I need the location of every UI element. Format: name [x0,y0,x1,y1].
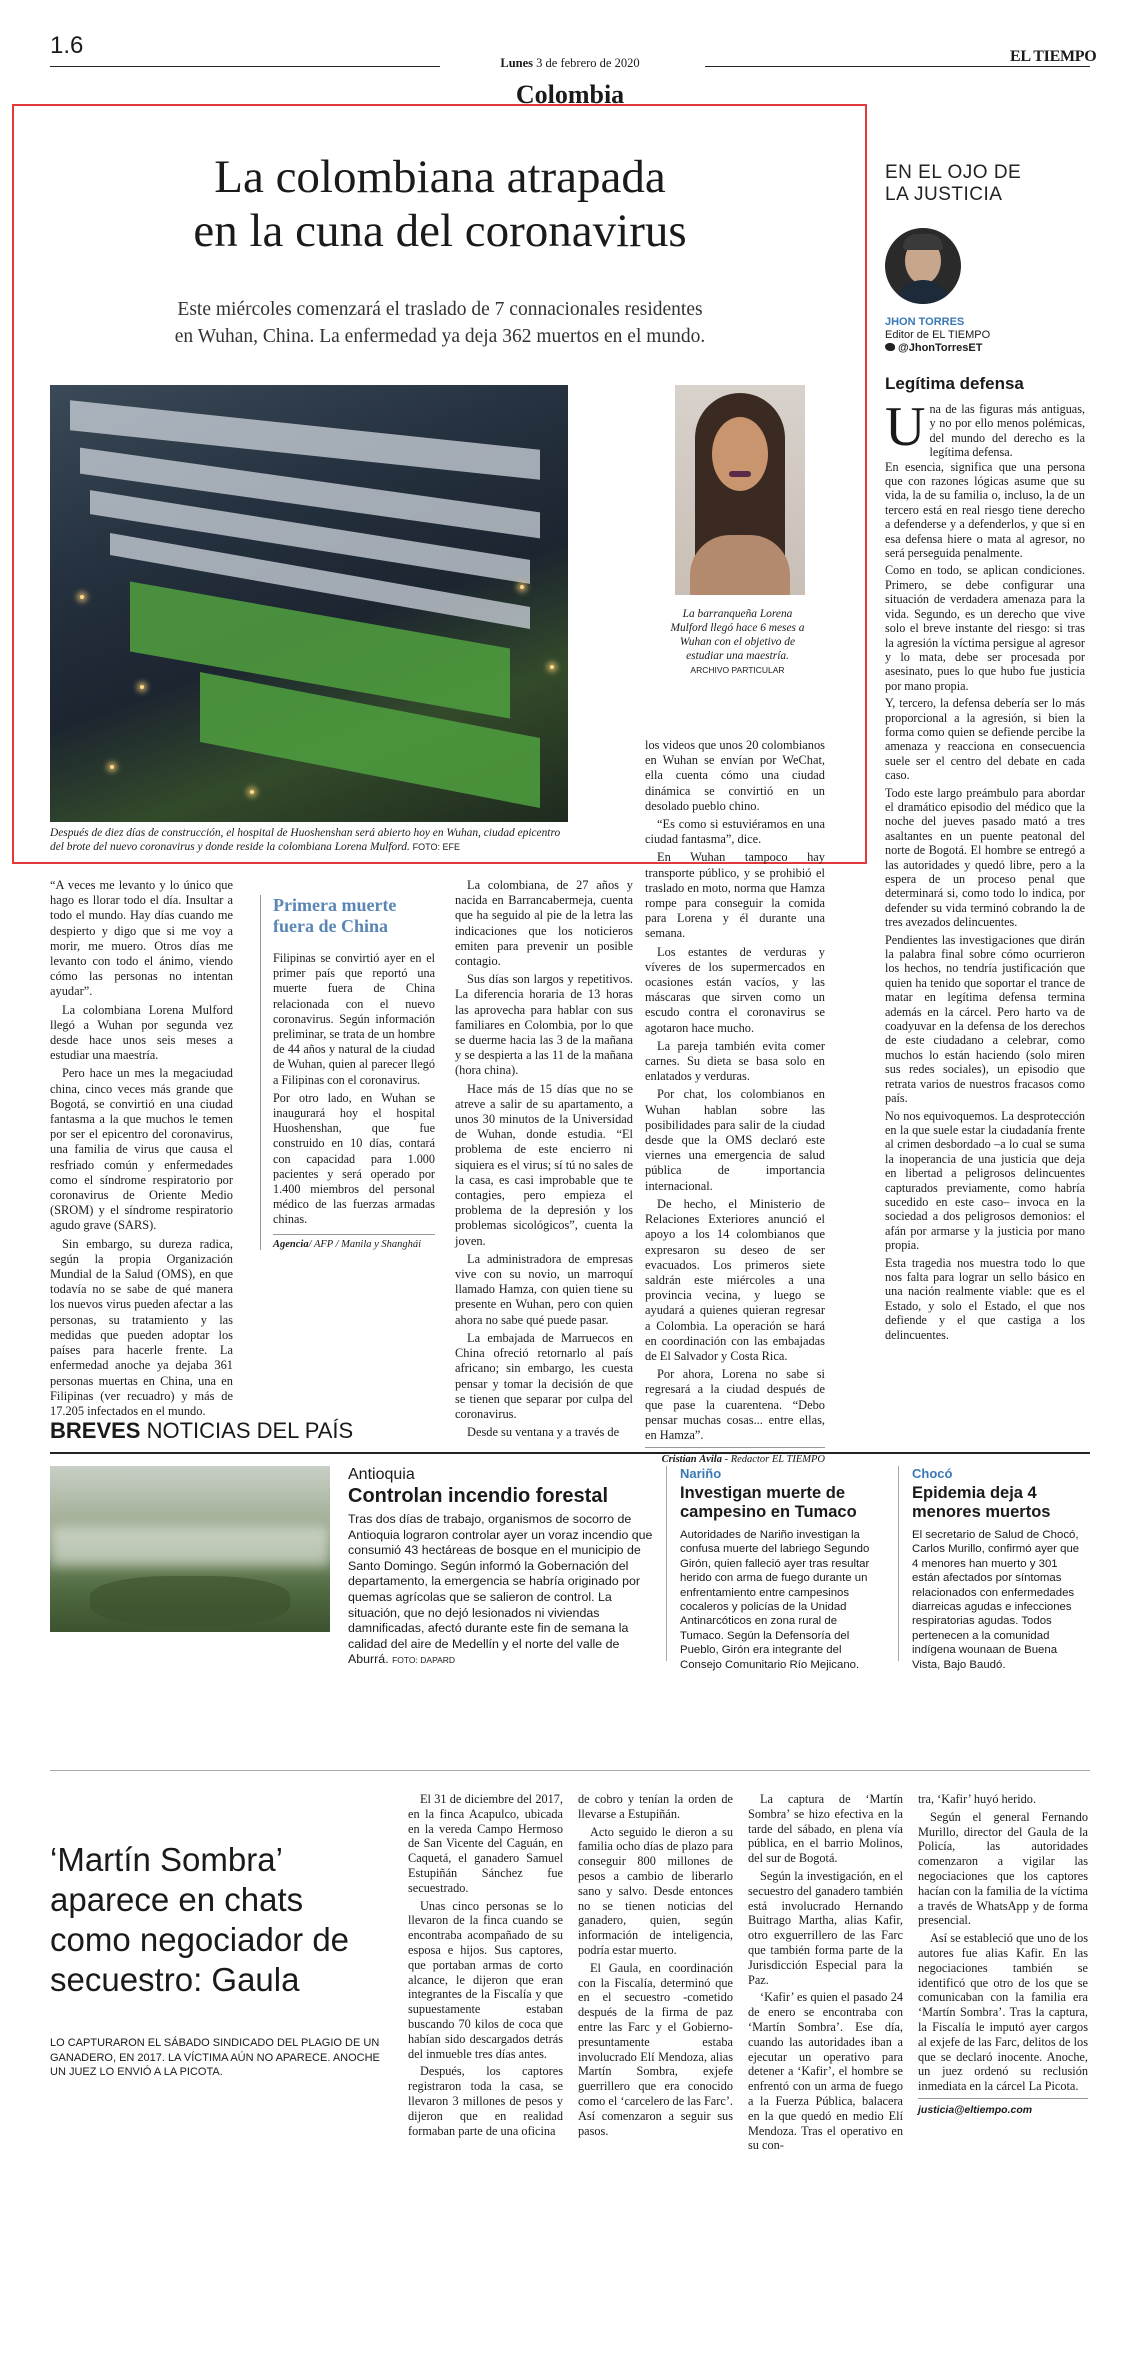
article-col-4 [645,738,825,1467]
sombra-para: El 31 de diciembre del 2017, en la finca Acapulco, ubicada en la vereda Campo Hermoso de San Vicente del Caguán, en Caquetá, el ganadero Samuel Estupiñán Sánchez fue secuestrado. [408,1792,563,1895]
sombra-para: Según el general Fernando Murillo, director del Gaula de la Policía, las autoridades comenzaron a vigilar las negociaciones que los captores hacían con la familia de la víctima a través de WhatsApp y de forma presencial. [918,1809,1088,1928]
lorena-portrait [675,385,805,595]
section-title: Colombia [515,80,625,109]
brief-2-region: Nariño [680,1466,722,1481]
author-role: Editor de EL TIEMPO [885,329,991,341]
sombra-para: Acto seguido le dieron a su familia ocho días de plazo para conseguir 800 millones de pesos a cambio de liberarlo sano y salvo. Desde entonces no se tienen noticias del ganadero, quien, según información de inteligencia, podría estar muerto. [578,1824,733,1957]
opinion-body [885,396,1085,1345]
col4-para: “Es como si estuviéramos en una ciudad fantasma”, dice. [645,817,825,847]
col3-para: Hace más de 15 días que no se atreve a salir de su apartamento, a unos 30 minutos de la Universidad de Wuhan, donde estudia. “El problema de este encierro ni siquiera es el virus; sí tú no sales de la casa, es casi improbable que te contagies, pero empieza el problema de la depresión y los problemas sicológicos”, cuenta la joven. [455,1081,633,1248]
forest-fire-photo [50,1466,330,1632]
breves-label-rest: NOTICIAS DEL PAÍS [146,1418,354,1443]
main-headline [30,150,850,258]
sombra-col-2 [578,1792,733,2141]
col1-para: Sin embargo, su dureza radica, según la propia Organización Mundial de la Salud (OMS), en que todavía no se sabe de qué manera los nuevos virus pueden afectar a las personas, su tratamiento y las medidas que pueden adoptar los países para hacerle frente. La enfermedad anoche ya dejaba 361 personas muertas en China, una en Filipinas (ver recuadro) y más de 17.205 infectados en el mundo. [50,1236,233,1418]
brief-divider-2 [898,1466,899,1661]
col4-para: los videos que unos 20 colombianos en Wuhan se envían por WeChat, ella cuenta cómo una ciudad dinámica se convirtió en un desolado pueblo chino. [645,738,825,813]
header-rule-right [705,66,1090,67]
kicker-line-2: LA JUSTICIA [885,184,1003,205]
brief-divider-1 [666,1466,667,1661]
hospital-photo [50,385,568,822]
sidebar-box [260,895,435,1250]
twitter-icon [885,343,895,351]
sombra-para: Según la investigación, en el secuestro del ganadero también está involucrado Hernando Buitrago Martha, alias Kafir, otro exguerrillero de las Farc que también forma parte de la Jurisdicción Especial para la Paz. [748,1868,903,1987]
byline [645,1447,825,1467]
opinion-para: Esta tragedia nos muestra todo lo que nos falta para lograr un sello básico en una nación realmente viable: que es el Estado, y solo el Estado, el que nos defiende y el que castiga a los delincuentes. [885,1255,1085,1342]
sidebar-credit [273,1234,435,1250]
article-col-3 [455,878,633,1443]
page-number: 1.6 [50,32,84,59]
sombra-headline: ‘Martín Sombra’ aparece en chats como negociador de secuestro: Gaula [50,1841,350,1998]
article-col-1 [50,878,233,1422]
col4-para: Por chat, los colombianos en Wuhan hablan sobre las posibilidades para salir de la ciudad desde que la OMS declaró este viernes una emergencia de salud pública de importancia internacional. [645,1087,825,1193]
author-name: JHON TORRES [885,316,965,328]
sombra-para: tra, ‘Kafir’ huyó herido. [918,1792,1037,1806]
sombra-para: Unas cinco personas se lo llevaron de la finca cuando se encontraba acompañado de su esposa e hijos. Sus captores, que portaban armas de corto alcance, le dijeron que eran integrantes de la Fiscalía y que supuestamente estaban buscando 70 kilos de coca que habían sido descargados detrás del inmueble tres días antes. [408,1898,563,2061]
col4-para: Los estantes de verduras y víveres de los supermercados en ocasiones están vacíos, y las máscaras que sirven como un escudo contra el coronavirus se agotaron hace mucho. [645,944,825,1035]
sombra-para: Después, los captores registraron toda la casa, se llevaron 3 millones de pesos y dijeron que en realidad formaban parte de una oficina [408,2064,563,2138]
brief-1-region: Antioquia [348,1466,415,1483]
col4-para: Por ahora, Lorena no sabe si regresará a la ciudad después de que pase la cuarentena. “Debo pensar muchas cosas... entre ellas, en Hamza”. [645,1367,825,1442]
header-rule-left [50,66,440,67]
author-avatar [885,228,961,304]
sidebar-para: Por otro lado, en Wuhan se inaugurará hoy el hospital Huoshenshan, que fue construido en 10 días, contará con capacidad para 1.000 pacientes y será operado por 1.400 miembros del personal médico de las fuerzas armadas chinas. [273,1090,435,1227]
caption-credit: FOTO: EFE [412,842,461,852]
sidebar-credit-rest: / AFP / Manila y Shanghái [308,1238,422,1250]
brief-3-title: Epidemia deja 4 menores muertos [912,1484,1051,1521]
sidebar-title: Primera muerte fuera de China [273,895,397,936]
sombra-para: La captura de ‘Martín Sombra’ se hizo efectiva en la tarde del sábado, en plena vía pública, en el barrio Molinos, del sur de Bogotá. [748,1792,903,1866]
brief-1-body [348,1512,660,1669]
sidebar-credit-label: Agencia [273,1238,309,1250]
col3-para: La administradora de empresas vive con su novio, un marroquí llamado Hamza, con quien tiene su presente en Wuhan, pero con quien ahora no sabe qué puede pasar. [455,1251,633,1327]
opinion-para: Y, tercero, la defensa debería ser lo más proporcional a la agresión, si bien la forma como quien se defiende percibe la amenaza y reacciona en consecuencia suele ser el centro del debate en cada caso. [885,696,1085,783]
opinion-kicker [885,162,1021,206]
col3-para: Desde su ventana y a través de [467,1425,620,1440]
headline-line-2: en la cuna del coronavirus [193,205,687,257]
opinion-para: En esencia, significa que una persona que con razones lógicas asume que su vida, la de su familia o, incluso, la de un tercero está en real riesgo tiene derecho a defenderse y a defenderlos, y que si en esa defensa hiere o mata al agresor, no será perseguida penalmente. [885,459,1085,561]
col4-para: En Wuhan tampoco hay transporte público, y se prohibió el traslado en moto, norma que Hamza rompe para conseguir la comida para Lorena y él durante una semana. [645,850,825,941]
col4-para: La pareja también evita comer carnes. Su dieta se basa solo en enlatados y verduras. [645,1038,825,1084]
author-handle: @JhonTorresET [898,342,983,354]
hospital-photo-caption [50,826,570,854]
brief-1-text: Tras dos días de trabajo, organismos de socorro de Antioquia lograron controlar ayer un voraz incendio que consumió 43 hectáreas de bosque en el municipio de Santo Domingo. Según informó la Gobernación del departamento, la emergencia se habría originado por quemas agrícolas que se salieron de control. La situación, que no dejó lesionados ni viviendas damnificadas, afectó durante este fin de semana la calidad del aire de Medellín y el norte del valle de Aburrá. [348,1512,653,1667]
col3-para: Sus días son largos y repetitivos. La diferencia horaria de 13 horas las aprovecha para hablar con sus familiares en Colombia, por lo que se duerme hacia las 3 de la mañana y se despierta a las 11 de la mañana (hora china). [455,972,633,1078]
sombra-col-3 [748,1792,903,2156]
kicker-line-1: EN EL OJO DE [885,162,1022,183]
col3-para: La embajada de Marruecos en China ofreció retornarlo al país africano; sin embargo, les cuesta pensar y tomar la decisión de que se tienen que separar por culpa del coronavirus. [455,1330,633,1421]
sombra-col-4 [918,1792,1088,2118]
portrait-caption [670,607,805,677]
brief-3-body: El secretario de Salud de Chocó, Carlos Murillo, confirmó ayer que 4 menores han muerto y 301 están afectados por síntomas relacionados con enfermedades diarreicas agudas e infecciones respiratorias agudas. Todos pertenecen a la comunidad indígena wounaan de Buena Vista, Bajo Baudó. [912,1529,1080,1671]
opinion-para: Pendientes las investigaciones que dirán la palabra final sobre cómo ocurrieron los hechos, no tendría justificación que quien ha tenido que soportar el trance de matar en legítima defensa termina además en la cárcel. Pero harto va de coadyuvar en la defensa de los derechos de este ciudadano a celebrar, como muchos lo están haciendo (solo miren sus redes sociales), un episodio que retrata varios de nuestros fracasos como país. [885,932,1085,1106]
breves-label-bold: BREVES [50,1418,141,1443]
sombra-summary: LO CAPTURARON EL SÁBADO SINDICADO DEL PLAGIO DE UN GANADERO, EN 2017. LA VÍCTIMA AÚN NO APARECE. ANOCHE UN JUEZ LO ENVIÓ A LA PICOTA. [50,2037,380,2078]
sombra-top-rule [50,1770,1090,1771]
breves-rule [50,1452,1090,1454]
issue-date [0,56,1140,71]
brief-1-title: Controlan incendio forestal [348,1485,609,1507]
sombra-col-1 [408,1792,563,2141]
opinion-first-para [885,396,1085,460]
deck-line-1: Este miércoles comenzará el traslado de 7 connacionales residentes [177,299,703,320]
byline-name: Cristian Ávila [661,1454,722,1466]
brief-1-credit: FOTO: DAPARD [392,1655,456,1666]
brief-2-body: Autoridades de Nariño investigan la confusa muerte del labriego Segundo Girón, quien falleció ayer tras resultar herido con arma de fuego durante un enfrentamiento entre campesinos cocaleros y policías de la Unidad Antinarcóticos en zona rural de Tumaco. Según la Defensoría del Pueblo, Girón era integrante del Consejo Comunitario Río Mejicano. [680,1529,870,1671]
date-rest: 3 de febrero de 2020 [536,56,640,70]
main-deck [30,296,850,350]
opinion-para: No nos equivoquemos. La desprotección en la que suele estar la ciudadanía frente al crimen desbordado –a lo cual se suma la inoperancia de una justicia que deja en libertad a peligrosos delincuentes capturados previamente, como habría sucedido en este caso– invoca en la sociedad a dos peligrosos demonios: el afán por armarse y la justicia por mano propia. [885,1108,1085,1253]
opinion-para: Como en todo, se aplican condiciones. Primero, se debe configurar una situación de verdadera amenaza para la vida. Segundo, es un derecho que vive solo el breve instante del riesgo: si tras la agresión la víctima persigue al agresor y lo mata, debe ser procesada por asesinato, pues lo que hubo fue justicia por mano propia. [885,563,1085,693]
author-handle-row [885,342,990,355]
opinion-title: Legítima defensa [885,374,1024,393]
date-day: Lunes [500,56,534,70]
portrait-caption-text: La barranqueña Lorena Mulford llegó hace 6 meses a Wuhan con el objetivo de estudiar una maestría. [670,608,805,662]
sombra-para: de cobro y tenían la orden de llevarse a Estupiñán. [578,1792,733,1821]
col1-para: “A veces me levanto y lo único que hago es llorar todo el día. Insultar a todo el mundo. Hay días cuando me despierto y digo que si me voy a morir, me muero. Otros días me levanto con todo el ánimo, viendo cómo las personas no intentan ayudar”. [50,878,233,999]
opinion-para: Todo este largo preámbulo para abordar el dramático episodio del médico que la noche del jueves pasado mató a tres asaltantes en un puente peatonal del norte de Bogotá. El hombre se entregó a las autoridades y quedó libre, pero a la espera de un proceso penal que determinará si, como todo lo indica, por defender su vida terminó cobrando la de tres avezados delincuentes. [885,785,1085,930]
brief-3-region: Chocó [912,1466,953,1481]
sombra-para: ‘Kafir’ es quien el pasado 24 de enero se encontraba con ‘Martín Sombra’. Ese día, cuando las autoridades iban a ejecutar un operativo para detener a ‘Kafir’, el hombre se enfrentó con un arma de fuego a la Fuerza Pública, balacera en la que quedó en medio Elí Mendoza. Tras el operativo en su con- [748,1990,903,2153]
col4-para: De hecho, el Ministerio de Relaciones Exteriores anunció el apoyo a los 14 colombianos que expresaron su deseo de ser evacuados. Los primeros siete saldrán este miércoles a una provincia vecina, y luego se ayudará a quienes quieran regresar a Colombia. La operación se hará en coordinación con las embajadas de El Salvador y Costa Rica. [645,1196,825,1363]
brief-2-title: Investigan muerte de campesino en Tumaco [680,1484,857,1521]
breves-label [50,1418,353,1444]
byline-role: - Redactor EL TIEMPO [724,1454,825,1466]
brand-logo: EL TIEMPO [1010,48,1097,65]
portrait-credit: ARCHIVO PARTICULAR [690,665,785,675]
caption-text: Después de diez días de construcción, el hospital de Huoshenshan será abierto hoy en Wuhan, ciudad epicentro del brote del nuevo coronavirus y donde reside la colombiana Lorena Mulford. [50,827,561,853]
sombra-para: Así se estableció que uno de los autores fue alias Kafir. En las negociaciones también se identificó que otro de los que se comunicaban con la familia era ‘Martín Sombra’. Tras la captura, la Fiscalía le imputó ayer cargos al exjefe de las Farc, delitos de los que se declaró inocente. Anoche, un juez ordenó su reclusión inmediata en la cárcel La Picota. [918,1931,1088,2094]
author-block [885,316,990,355]
col1-para: La colombiana Lorena Mulford llegó a Wuhan por segunda vez desde hace unos seis meses a estudiar una maestría. [50,1002,233,1063]
col1-para: Pero hace un mes la megaciudad china, cinco veces más grande que Bogotá, se convirtió en una ciudad fantasma a la que muchos le temen por ser el epicentro del coronavirus, una familia de virus que causa el resfriado común y enfermedades como el síndrome respiratorio por coronavirus de Oriente Medio (SROM) y el síndrome respiratorio agudo grave (SARS). [50,1066,233,1233]
contact-email[interactable]: justicia@eltiempo.com [918,2098,1088,2118]
headline-line-1: La colombiana atrapada [214,151,666,203]
col3-para: La colombiana, de 27 años y nacida en Barrancabermeja, cuenta que ha seguido al pie de la letra las indicaciones que los noticieros emiten para prevenir un posible contagio. [455,878,633,969]
opinion-first-text: na de las figuras más antiguas, y no por ello menos polémicas, del mundo del derecho es la legítima defensa. [929,402,1085,460]
drop-cap: U [885,396,926,458]
sombra-para: El Gaula, en coordinación con la Fiscalía, determinó que en el secuestro -cometido después de la firma de paz entre las Farc y el Gobierno- presuntamente estaba involucrado Elí Mendoza, alias Martín Sombra, exjefe guerrillero que era conocido como el ‘carcelero de las Farc’. Así comenzaron a seguir sus pasos. [578,1960,733,2138]
sidebar-para: Filipinas se convirtió ayer en el primer país que reportó una muerte fuera de China relacionada con el nuevo coronavirus. Según información preliminar, se trata de un hombre de 44 años y natural de la ciudad de Wuhan, quien al parecer llegó a Filipinas con el coronavirus. [273,951,435,1087]
deck-line-2: en Wuhan, China. La enfermedad ya deja 362 muertos en el mundo. [174,326,706,347]
